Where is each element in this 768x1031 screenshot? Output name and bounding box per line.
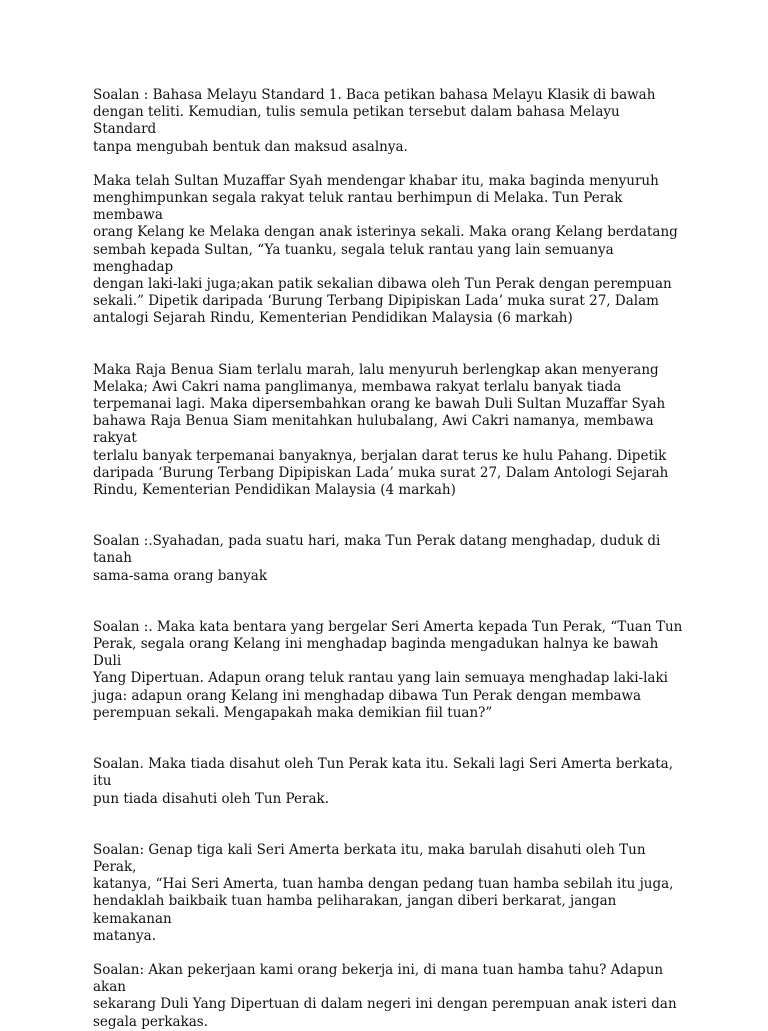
question-5: Soalan. Maka tiada disahut oleh Tun Perak kata itu. Sekali lagi Seri Amerta berkata, itu pun tiada disahuti oleh Tun Perak. [93, 756, 673, 807]
paragraph-gap [93, 722, 683, 756]
question-4: Soalan :. Maka kata bentara yang bergelar Seri Amerta kepada Tun Perak, “Tuan Tun Perak, segala orang Kelang ini menghadap baginda mengadukan halnya ke bawah Duli Yang Dipertuan. Adapun orang teluk rantau yang lain semuaya menghadap laki-laki juga: adapun orang Kelang ini menghadap dibawa Tun Perak dengan membawa perempuan sekali. Mengapakah maka demikian fiil tuan?” [93, 618, 683, 721]
paragraph-gap [93, 585, 683, 619]
question-6: Soalan: Genap tiga kali Seri Amerta berkata itu, maka barulah disahuti oleh Tun Perak, katanya, “Hai Seri Amerta, tuan hamba dengan pedang tuan hamba sebilah itu juga, hendaklah baikbaik tuan hamba peliharakan, jangan diberi berkarat, jangan kemakanan matanya. [93, 841, 674, 944]
paragraph-gap [93, 808, 683, 842]
passage-1: Maka telah Sultan Muzaffar Syah mendengar khabar itu, maka baginda menyuruh menghimpunkan segala rakyat teluk rantau berhimpun di Melaka. Tun Perak membawa orang Kelang ke Melaka dengan anak isterinya sekali. Maka orang Kelang berdatang sembah kepada Sultan, “Ya tuanku, segala teluk rantau yang lain semuanya menghadap dengan laki-laki juga;akan patik sekalian dibawa oleh Tun Perak dengan perempuan sekali.” Dipetik daripada ‘Burung Terbang Dipipiskan Lada’ muka surat 27, Dalam antalogi Sejarah Rindu, Kementerian Pendidikan Malaysia (6 markah) [93, 172, 678, 327]
paragraph-gap [93, 945, 683, 962]
question-7: Soalan: Akan pekerjaan kami orang bekerja ini, di mana tuan hamba tahu? Adapun akan sekarang Duli Yang Dipertuan di dalam negeri ini dengan perempuan anak isteri dan segala perkakas. [93, 961, 677, 1030]
paragraph-gap [93, 499, 683, 533]
question-3: Soalan :.Syahadan, pada suatu hari, maka Tun Perak datang menghadap, duduk di tanah sama-sama orang banyak [93, 533, 661, 584]
document-page [93, 87, 683, 1031]
paragraph-gap [93, 156, 683, 173]
passage-2: Maka Raja Benua Siam terlalu marah, lalu menyuruh berlengkap akan menyerang Melaka; Awi Cakri nama panglimanya, membawa rakyat terlalu banyak tiada terpemanai lagi. Maka dipersembahkan orang ke bawah Duli Sultan Muzaffar Syah bahawa Raja Benua Siam menitahkan hulubalang, Awi Cakri namanya, membawa rakyat terlalu banyak terpemanai banyaknya, berjalan darat terus ke hulu Pahang. Dipetik daripada ‘Burung Terbang Dipipiskan Lada’ muka surat 27, Dalam Antologi Sejarah Rindu, Kementerian Pendidikan Malaysia (4 markah) [93, 361, 669, 499]
paragraph-gap [93, 328, 683, 362]
question-instruction: Soalan : Bahasa Melayu Standard 1. Baca petikan bahasa Melayu Klasik di bawah dengan teliti. Kemudian, tulis semula petikan tersebut dalam bahasa Melayu Standard tanpa mengubah bentuk dan maksud asalnya. [93, 87, 656, 155]
